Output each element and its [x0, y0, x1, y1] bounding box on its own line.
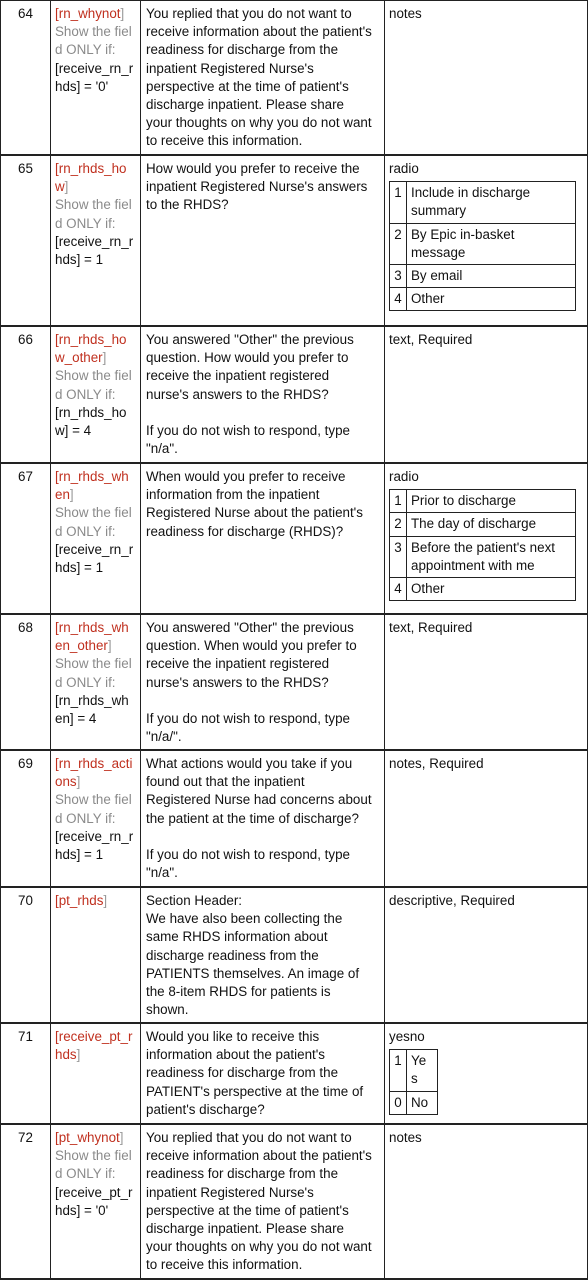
variable-cell: [55, 160, 141, 269]
column-divider: [384, 155, 385, 326]
question-line: PATIENTS themselves. An image of: [146, 965, 360, 981]
choices-table: [389, 181, 576, 311]
row-number: 64: [18, 6, 33, 21]
bracket-close: ]: [76, 774, 81, 790]
branching-logic: [receive_pt_r: [55, 1184, 133, 1200]
question-line: readiness for discharge from the: [146, 1166, 339, 1182]
row-divider: [0, 1022, 588, 1024]
column-divider: [384, 326, 385, 463]
variable-name-line: [55, 5, 141, 23]
question-text: [146, 160, 382, 215]
branching-condition-label: Show the fiel: [55, 792, 132, 808]
variable-name: hds: [55, 1047, 77, 1063]
question-line: You answered "Other" the previous: [146, 620, 354, 635]
question-line: to receive this information.: [146, 133, 303, 149]
choice-code: 3: [390, 265, 407, 288]
bracket-close: ]: [119, 1130, 124, 1145]
choice-label-line: Other: [411, 581, 445, 597]
variable-name-line: [55, 160, 141, 178]
question-line: You replied that you do not want to: [146, 6, 352, 21]
variable-cell: [55, 331, 141, 440]
branching-condition-label: Show the fiel: [55, 368, 132, 384]
choice-label-line: Ye: [411, 1053, 427, 1069]
field-type: notes: [389, 1130, 422, 1145]
choices-table: [389, 489, 576, 601]
bracket-close: ]: [120, 6, 125, 21]
row-number: 70: [18, 893, 33, 908]
choice-label: [407, 490, 576, 513]
question-line: nurse's answers to the RHDS?: [146, 674, 329, 690]
variable-name: rn_rhds_ho: [58, 332, 127, 347]
question-line: receive information about the patient's: [146, 1148, 372, 1164]
field-type: radio: [389, 469, 419, 484]
table-row: [0, 1124, 588, 1280]
choice-label: [407, 265, 576, 288]
variable-cell: [55, 755, 141, 864]
question-line: Section Header:: [146, 893, 243, 908]
variable-name: en: [55, 487, 70, 503]
question-line: inpatient Registered Nurse's answers: [146, 179, 368, 195]
field-type-cell: [389, 1028, 584, 1115]
question-line: discharge inpatient. Please share: [146, 1221, 345, 1237]
question-line: inpatient Registered Nurse's: [146, 1184, 314, 1200]
variable-name-line: [55, 349, 141, 367]
question-line: Would you like to receive this: [146, 1029, 320, 1044]
branching-logic: hds] = 1: [55, 560, 104, 576]
variable-cell: [55, 468, 141, 577]
row-number: 65: [18, 161, 33, 176]
branching-condition-label: d ONLY if:: [55, 215, 116, 231]
question-line: discharge inpatient. Please share: [146, 97, 345, 113]
branching-logic: hds] = '0': [55, 78, 109, 94]
question-text: [146, 331, 382, 458]
variable-name: rn_rhds_ho: [58, 161, 127, 176]
field-type: text, Required: [389, 332, 473, 347]
choice-code: 0: [390, 1091, 407, 1114]
field-type: descriptive, Required: [389, 893, 515, 908]
question-line: the patient at the time of discharge?: [146, 810, 359, 826]
question-line: "n/a".: [146, 865, 178, 881]
field-type: notes: [389, 6, 422, 21]
field-type-cell: [389, 1129, 584, 1147]
question-line: information from the inpatient: [146, 487, 320, 503]
branching-condition-label: d ONLY if:: [55, 42, 116, 58]
column-divider: [384, 1023, 385, 1124]
choice-label: [407, 1091, 438, 1114]
table-row: [0, 887, 588, 1023]
question-text: [146, 5, 382, 151]
row-number: 71: [18, 1029, 33, 1044]
question-line: "n/a/".: [146, 729, 182, 745]
bracket-open: [: [55, 893, 59, 908]
table-row: [0, 463, 588, 614]
variable-name-line: [55, 1129, 141, 1147]
branching-logic: en] = 4: [55, 711, 97, 727]
question-line: You answered "Other" the previous: [146, 332, 354, 347]
column-divider: [384, 0, 385, 155]
choice-label-line: The day of discharge: [411, 516, 537, 532]
branching-condition-label: Show the fiel: [55, 656, 132, 672]
column-divider: [0, 0, 1, 155]
column-divider: [384, 1124, 385, 1280]
table-row: [0, 0, 588, 155]
variable-name: rn_rhds_wh: [58, 469, 129, 484]
choice-label-line: By Epic in-basket: [411, 226, 515, 242]
variable-name-line: [55, 755, 141, 773]
branching-logic: [rn_rhds_ho: [55, 404, 127, 420]
table-row: [0, 614, 588, 750]
blank-line: [146, 404, 382, 422]
row-divider: [0, 0, 588, 1]
choice-label: [407, 223, 576, 264]
question-line: When would you prefer to receive: [146, 469, 346, 484]
choice-label-line: s: [411, 1071, 418, 1087]
bracket-open: [: [55, 6, 59, 21]
column-divider: [50, 0, 51, 155]
choice-option: [390, 182, 576, 223]
variable-name: ons: [55, 774, 77, 790]
question-line: question. When would you prefer to: [146, 638, 357, 654]
variable-name-line: [55, 1028, 141, 1046]
variable-name: pt_whynot: [58, 1130, 120, 1145]
choice-code: 3: [390, 536, 407, 577]
variable-name-line: [55, 619, 141, 637]
choice-label-line: Prior to discharge: [411, 493, 516, 509]
bracket-close: ]: [103, 893, 108, 908]
variable-name: receive_pt_r: [58, 1029, 133, 1044]
variable-name: en_other: [55, 638, 108, 654]
variable-name: w: [55, 179, 65, 195]
question-text: [146, 619, 382, 746]
variable-name-line: [55, 331, 141, 349]
variable-name: pt_rhds: [58, 893, 104, 908]
question-line: found out that the inpatient: [146, 774, 305, 790]
field-type: notes, Required: [389, 756, 484, 771]
choice-option: [390, 536, 576, 577]
field-type: text, Required: [389, 620, 473, 635]
choice-label-line: No: [411, 1094, 429, 1110]
column-divider: [384, 887, 385, 1023]
question-line: perspective at the time of patient's: [146, 78, 349, 94]
field-type: yesno: [389, 1029, 425, 1044]
row-number: 72: [18, 1130, 33, 1145]
question-line: to receive this information.: [146, 1257, 303, 1273]
choice-code: 1: [390, 490, 407, 513]
variable-name: w_other: [55, 350, 103, 366]
branching-condition-label: Show the fiel: [55, 1148, 132, 1164]
branching-condition-label: Show the fiel: [55, 197, 132, 213]
question-line: Registered Nurse about the patient's: [146, 505, 363, 521]
column-divider: [0, 1124, 1, 1280]
row-divider: [0, 325, 588, 327]
row-number: 69: [18, 756, 33, 771]
bracket-close: ]: [107, 638, 112, 654]
choice-code: 1: [390, 182, 407, 223]
question-line: "n/a".: [146, 441, 178, 457]
variable-cell: [55, 1028, 141, 1064]
variable-name: rn_rhds_wh: [58, 620, 129, 635]
choice-label-line: summary: [411, 203, 467, 219]
question-line: readiness for discharge (RHDS)?: [146, 523, 344, 539]
row-number: 68: [18, 620, 33, 635]
choice-option: [390, 1050, 438, 1091]
question-text: [146, 892, 382, 1019]
branching-condition-label: d ONLY if:: [55, 810, 116, 826]
column-divider: [384, 750, 385, 887]
variable-name: rn_rhds_acti: [58, 756, 133, 771]
column-divider: [384, 463, 385, 614]
field-type-cell: [389, 5, 584, 23]
question-line: You replied that you do not want to: [146, 1130, 352, 1145]
bracket-open: [: [55, 756, 59, 771]
question-line: same RHDS information about: [146, 929, 328, 945]
branching-logic: hds] = 1: [55, 847, 104, 863]
choice-option: [390, 1091, 438, 1114]
question-line: receive the inpatient registered: [146, 656, 330, 672]
variable-cell: [55, 619, 141, 728]
row-divider: [0, 749, 588, 751]
question-line: How would you prefer to receive the: [146, 161, 360, 176]
question-line: receive information about the patient's: [146, 24, 372, 40]
question-line: nurse's answers to the RHDS?: [146, 386, 329, 402]
bracket-close: ]: [69, 487, 74, 503]
field-type: radio: [389, 161, 419, 176]
choice-code: 2: [390, 223, 407, 264]
field-type-cell: [389, 468, 584, 601]
variable-name-line: [55, 637, 141, 655]
field-type-cell: [389, 755, 584, 773]
choice-option: [390, 223, 576, 264]
branching-logic: hds] = '0': [55, 1202, 109, 1218]
branching-logic: [receive_rn_r: [55, 233, 134, 249]
bracket-open: [: [55, 620, 59, 635]
choice-label-line: appointment with me: [411, 557, 535, 573]
question-line: your thoughts on why you do not want: [146, 115, 372, 131]
question-line: question. How would you prefer to: [146, 350, 349, 366]
row-number: 67: [18, 469, 33, 484]
field-type-cell: [389, 160, 584, 311]
choice-label-line: Include in discharge: [411, 185, 531, 201]
choice-label: [407, 578, 576, 601]
question-line: shown.: [146, 1002, 189, 1018]
question-line: We have also been collecting the: [146, 911, 343, 927]
question-line: your thoughts on why you do not want: [146, 1239, 372, 1255]
table-row: [0, 155, 588, 326]
choice-option: [390, 288, 576, 311]
branching-condition-label: Show the fiel: [55, 24, 132, 40]
column-divider: [0, 155, 1, 326]
variable-cell: [55, 5, 141, 96]
choice-label: [407, 288, 576, 311]
question-line: If you do not wish to respond, type: [146, 423, 350, 438]
branching-logic: [receive_rn_r: [55, 828, 134, 844]
question-line: PATIENT's perspective at the time of: [146, 1083, 364, 1099]
row-divider: [0, 613, 588, 615]
choice-label-line: By email: [411, 268, 463, 284]
question-line: receive the inpatient registered: [146, 368, 330, 384]
branching-condition-label: d ONLY if:: [55, 523, 116, 539]
choice-label: [407, 513, 576, 536]
question-line: If you do not wish to respond, type: [146, 847, 350, 862]
blank-line: [146, 828, 382, 846]
variable-name-line: [55, 486, 141, 504]
choice-code: 4: [390, 288, 407, 311]
choice-label: [407, 182, 576, 223]
question-line: to the RHDS?: [146, 197, 229, 213]
table-row: [0, 1023, 588, 1124]
row-number: 66: [18, 332, 33, 347]
bracket-open: [: [55, 332, 59, 347]
branching-logic: [rn_rhds_wh: [55, 692, 129, 708]
blank-line: [146, 692, 382, 710]
bracket-close: ]: [102, 350, 107, 366]
question-line: If you do not wish to respond, type: [146, 711, 350, 726]
question-line: the 8-item RHDS for patients is: [146, 984, 331, 1000]
field-type-cell: [389, 619, 584, 637]
choice-label-line: Before the patient's next: [411, 539, 555, 555]
choice-option: [390, 513, 576, 536]
question-line: What actions would you take if you: [146, 756, 353, 771]
variable-cell: [55, 892, 141, 910]
question-line: perspective at the time of patient's: [146, 1202, 349, 1218]
branching-logic: [receive_rn_r: [55, 60, 134, 76]
branching-condition-label: d ONLY if:: [55, 386, 116, 402]
column-divider: [50, 1124, 51, 1280]
choice-option: [390, 265, 576, 288]
variable-name: rn_whynot: [58, 6, 121, 21]
question-text: [146, 468, 382, 541]
column-divider: [50, 155, 51, 326]
choice-code: 2: [390, 513, 407, 536]
bracket-open: [: [55, 161, 59, 176]
choice-label: [407, 1050, 438, 1091]
question-line: information about the patient's: [146, 1047, 325, 1063]
variable-name-line: [55, 1046, 141, 1064]
bracket-open: [: [55, 469, 59, 484]
question-line: readiness for discharge from the: [146, 1065, 339, 1081]
variable-cell: [55, 1129, 141, 1220]
choices-table: [389, 1049, 438, 1115]
column-divider: [384, 614, 385, 750]
question-text: [146, 1028, 382, 1119]
bracket-close: ]: [76, 1047, 81, 1063]
row-divider: [0, 462, 588, 464]
branching-condition-label: d ONLY if:: [55, 674, 116, 690]
branching-condition-label: Show the fiel: [55, 505, 132, 521]
choice-label: [407, 536, 576, 577]
table-row: [0, 326, 588, 463]
choice-label-line: Other: [411, 291, 445, 307]
branching-logic: hds] = 1: [55, 252, 104, 268]
choice-option: [390, 578, 576, 601]
question-line: patient's discharge?: [146, 1101, 265, 1117]
field-type-cell: [389, 331, 584, 349]
table-row: [0, 750, 588, 887]
row-divider: [0, 154, 588, 156]
branching-logic: [receive_rn_r: [55, 541, 134, 557]
row-divider: [0, 886, 588, 888]
bracket-close: ]: [64, 179, 69, 195]
question-text: [146, 755, 382, 882]
question-line: inpatient Registered Nurse's: [146, 60, 314, 76]
branching-logic: w] = 4: [55, 423, 92, 439]
variable-name-line: [55, 892, 141, 910]
choice-option: [390, 490, 576, 513]
bracket-open: [: [55, 1130, 59, 1145]
choice-code: 1: [390, 1050, 407, 1091]
bracket-open: [: [55, 1029, 59, 1044]
question-line: Registered Nurse had concerns about: [146, 792, 372, 808]
choice-code: 4: [390, 578, 407, 601]
field-type-cell: [389, 892, 584, 910]
question-text: [146, 1129, 382, 1275]
branching-condition-label: d ONLY if:: [55, 1166, 116, 1182]
question-line: discharge readiness from the: [146, 947, 319, 963]
variable-name-line: [55, 178, 141, 196]
variable-name-line: [55, 468, 141, 486]
variable-name-line: [55, 773, 141, 791]
choice-label-line: message: [411, 244, 466, 260]
row-divider: [0, 1123, 588, 1125]
question-line: readiness for discharge from the: [146, 42, 339, 58]
